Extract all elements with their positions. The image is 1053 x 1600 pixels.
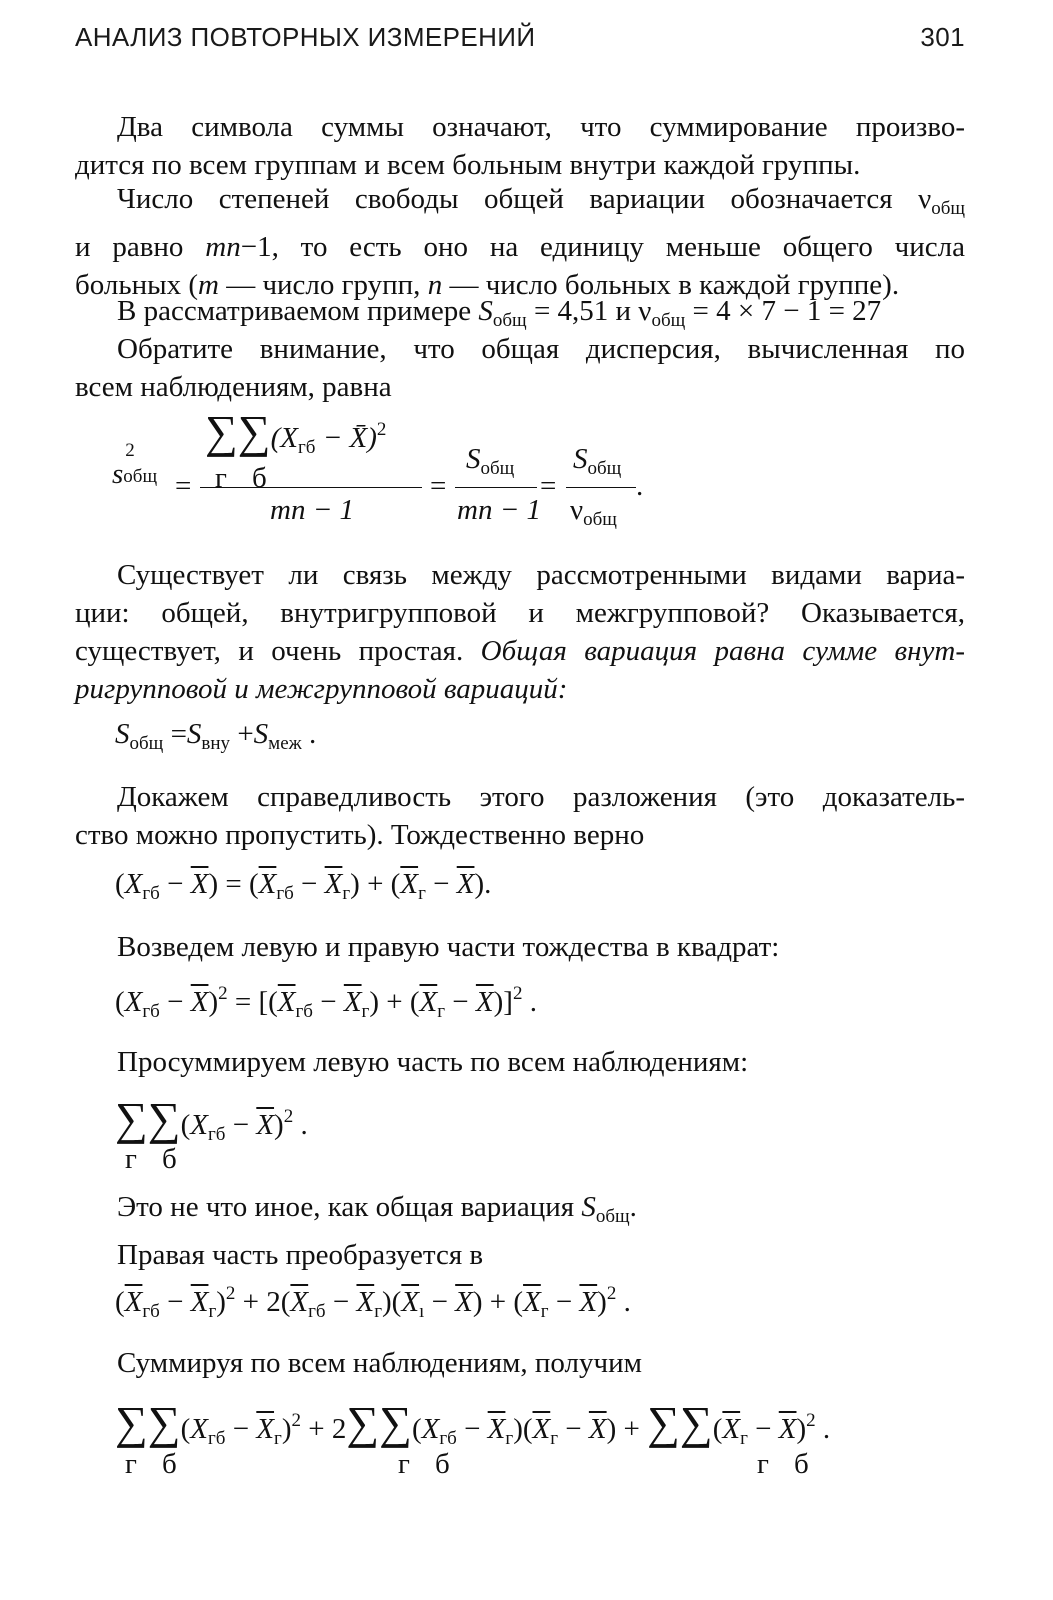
formula-decomposition: [115, 718, 316, 755]
subscript: общ: [595, 1206, 630, 1227]
subscript: меж: [268, 733, 302, 754]
math-var: m: [197, 269, 219, 301]
paragraph-total-variance: [75, 330, 965, 406]
math-var: S: [573, 443, 588, 475]
period: .: [636, 470, 644, 502]
subscript: гб: [142, 883, 160, 904]
text-line: [75, 180, 965, 228]
math-var: S: [115, 718, 130, 750]
subscript: гб: [207, 1124, 226, 1145]
superscript: 2: [125, 440, 135, 461]
paragraph-sum-left: [75, 1043, 965, 1081]
subscript: г: [342, 883, 351, 904]
text-line: Суммируя по всем наблюдениям, получим: [117, 1347, 642, 1379]
sum-limit: г: [215, 462, 227, 494]
text-line: Просуммируем левую часть по всем наблюдениям:: [117, 1046, 749, 1078]
subscript: г: [208, 1301, 217, 1322]
subscript: вну: [201, 733, 231, 754]
emphasis: Общая вариация равна сумме внут-: [480, 635, 965, 667]
equals-sign: =: [175, 470, 192, 502]
sum-limit: б: [435, 1448, 450, 1480]
subscript: гб: [142, 1001, 160, 1022]
subscript: г: [274, 1428, 282, 1449]
text-line: [75, 228, 965, 266]
sum-limit: г: [125, 1143, 137, 1175]
subscript: общ: [492, 310, 527, 331]
subscript: гб: [142, 1301, 160, 1322]
subscript: г: [437, 1001, 446, 1022]
subscript: г: [374, 1301, 382, 1322]
subscript: г: [418, 883, 426, 904]
text-line: Возведем левую и правую части тождества в квадрат:: [117, 931, 780, 963]
math-var: ν: [570, 494, 584, 526]
formula-lhs: [112, 440, 158, 491]
subscript: гб: [297, 437, 316, 458]
text-line: Докажем справедливость этого разложения (это доказатель-: [117, 781, 965, 813]
subscript: общ: [587, 458, 622, 479]
sum-limit: б: [252, 462, 267, 494]
superscript: 2: [376, 419, 387, 440]
math-var: S: [466, 443, 481, 475]
math-var: S: [478, 295, 493, 327]
sum-limit: б: [794, 1448, 809, 1480]
text-span: существует, и очень простая.: [75, 635, 481, 667]
subscript: общ: [480, 458, 515, 479]
text-line: ство можно пропустить). Тождественно верно: [75, 819, 645, 851]
denominator: [570, 494, 617, 531]
text-line: Два символа суммы означают, что суммирование произво-: [117, 111, 965, 143]
text-span: Это не что иное, как общая вариация: [117, 1191, 582, 1223]
text-span: = 4 × 7 − 1 = 27: [685, 295, 882, 327]
formula-identity: $(X_{гб} - \overline{X}) = (\overline{X}_{гб} - \overline{X}_г) + (\overline{X}_г - \overline{X})$.: [115, 868, 492, 904]
subscript: г: [740, 1428, 748, 1449]
paragraph-summation-meaning: [75, 108, 965, 184]
subscript: общ: [651, 310, 686, 331]
running-head: [75, 22, 965, 62]
paragraph-summing-all: [75, 1344, 965, 1382]
subscript: г: [505, 1428, 514, 1449]
plus-sign: +: [237, 718, 254, 750]
sum-symbol: ∑∑: [205, 406, 271, 457]
sum-limit: г: [125, 1448, 137, 1480]
math-var: n: [427, 269, 443, 301]
denominator: mn − 1: [270, 494, 355, 526]
numerator: [466, 443, 514, 480]
subscript: общ: [129, 733, 164, 754]
text-line: ригрупповой и межгрупповой вариаций:: [75, 673, 568, 705]
text-span: −1, то есть оно на единицу меньше общего числа: [240, 231, 965, 263]
fraction-bar: [455, 487, 537, 488]
subscript: гб: [308, 1301, 326, 1322]
subscript: г: [540, 1301, 549, 1322]
paragraph-degrees-of-freedom: [75, 180, 965, 304]
fraction-bar: [200, 487, 422, 488]
text-line: [75, 1188, 965, 1236]
text-span: больных (: [75, 269, 198, 301]
text-line: Правая часть преобразуется в: [117, 1239, 484, 1271]
denominator: mn − 1: [457, 494, 542, 526]
subscript: общ: [123, 466, 158, 487]
subscript: гб: [276, 883, 294, 904]
math-var: S: [186, 718, 202, 750]
fraction-bar: [566, 487, 636, 488]
text-line: дится по всем группам и всем больным внутри каждой группы.: [75, 149, 861, 181]
text-line: ции: общей, внутригрупповой и межгрупповой? Оказывается,: [75, 597, 965, 629]
text-span: В рассматриваемом примере: [117, 295, 479, 327]
text-span: — число групп,: [218, 269, 428, 301]
period: .: [309, 718, 317, 750]
text-line: всем наблюдениям, равна: [75, 371, 392, 403]
text-span: = 4,51 и ν: [526, 295, 652, 327]
equals-sign: =: [170, 718, 187, 750]
sum-limit: б: [162, 1143, 177, 1175]
subscript: гб: [295, 1001, 313, 1022]
formula-expanded: $(\overline{X}_{гб} - \overline{X}_г)^2 + 2(\overline{X}_{гб} - \overline{X}_г)(\overline{X}_ı - \overline{X}) + (\overline{X}_г - \overline{X})^2$ .: [115, 1283, 631, 1322]
text-line: Существует ли связь между рассмотренными видами вариа-: [117, 559, 965, 591]
text-line: [75, 632, 965, 670]
formula-double-sum: $\sum\sum(X_{гб} - \overline{X})^2$ .: [115, 1093, 308, 1145]
math-expr: mn: [205, 231, 241, 263]
equals-sign: =: [430, 470, 447, 502]
period: .: [629, 1191, 637, 1223]
formula-squared-identity: $(X_{гб} - \overline{X})^2 = [(\overline{X}_{гб} - \overline{X}_г) + (\overline{X}_г - \overline{X})]^2$ .: [115, 983, 537, 1022]
numerator-sum: [205, 405, 386, 459]
text-span: и равно: [75, 231, 206, 263]
subscript: общ: [931, 198, 965, 219]
formula-final-sum: $\sum\sum(X_{гб} - \overline{X}_г)^2 + 2\sum\sum(X_{гб} - \overline{X}_г)(\overline{X}_г - \overline{X}) + \sum\sum(\overline{X}_г - \overline{X})^2$ .: [115, 1397, 831, 1449]
equals-sign: =: [540, 470, 557, 502]
sum-limit: г: [398, 1448, 410, 1480]
math-expr: (X: [270, 422, 298, 454]
subscript: гб: [207, 1428, 226, 1449]
subscript: гб: [439, 1428, 457, 1449]
paragraph-variation-decomposition: [75, 556, 965, 708]
math-var: s: [112, 458, 124, 490]
math-var: S: [581, 1191, 596, 1223]
paragraph-total-variation-note: [75, 1188, 965, 1274]
paragraph-square-both-sides: [75, 928, 965, 966]
subscript: г: [550, 1428, 559, 1449]
page-number: 301: [920, 22, 965, 52]
paragraph-proof-intro: [75, 778, 965, 854]
subscript: общ: [583, 509, 617, 530]
numerator: [573, 443, 621, 480]
text-span: Число степеней свободы общей вариации обозначается ν: [117, 183, 932, 215]
sum-limit: б: [162, 1448, 177, 1480]
math-var: S: [253, 718, 269, 750]
running-title: АНАЛИЗ ПОВТОРНЫХ ИЗМЕРЕНИЙ: [75, 22, 536, 52]
math-expr: − X̄): [315, 422, 377, 454]
text-line: Обратите внимание, что общая дисперсия, вычисленная по: [117, 333, 965, 365]
text-span: — число больных в каждой группе).: [442, 269, 900, 301]
sum-limit: г: [757, 1448, 769, 1480]
subscript: г: [361, 1001, 370, 1022]
